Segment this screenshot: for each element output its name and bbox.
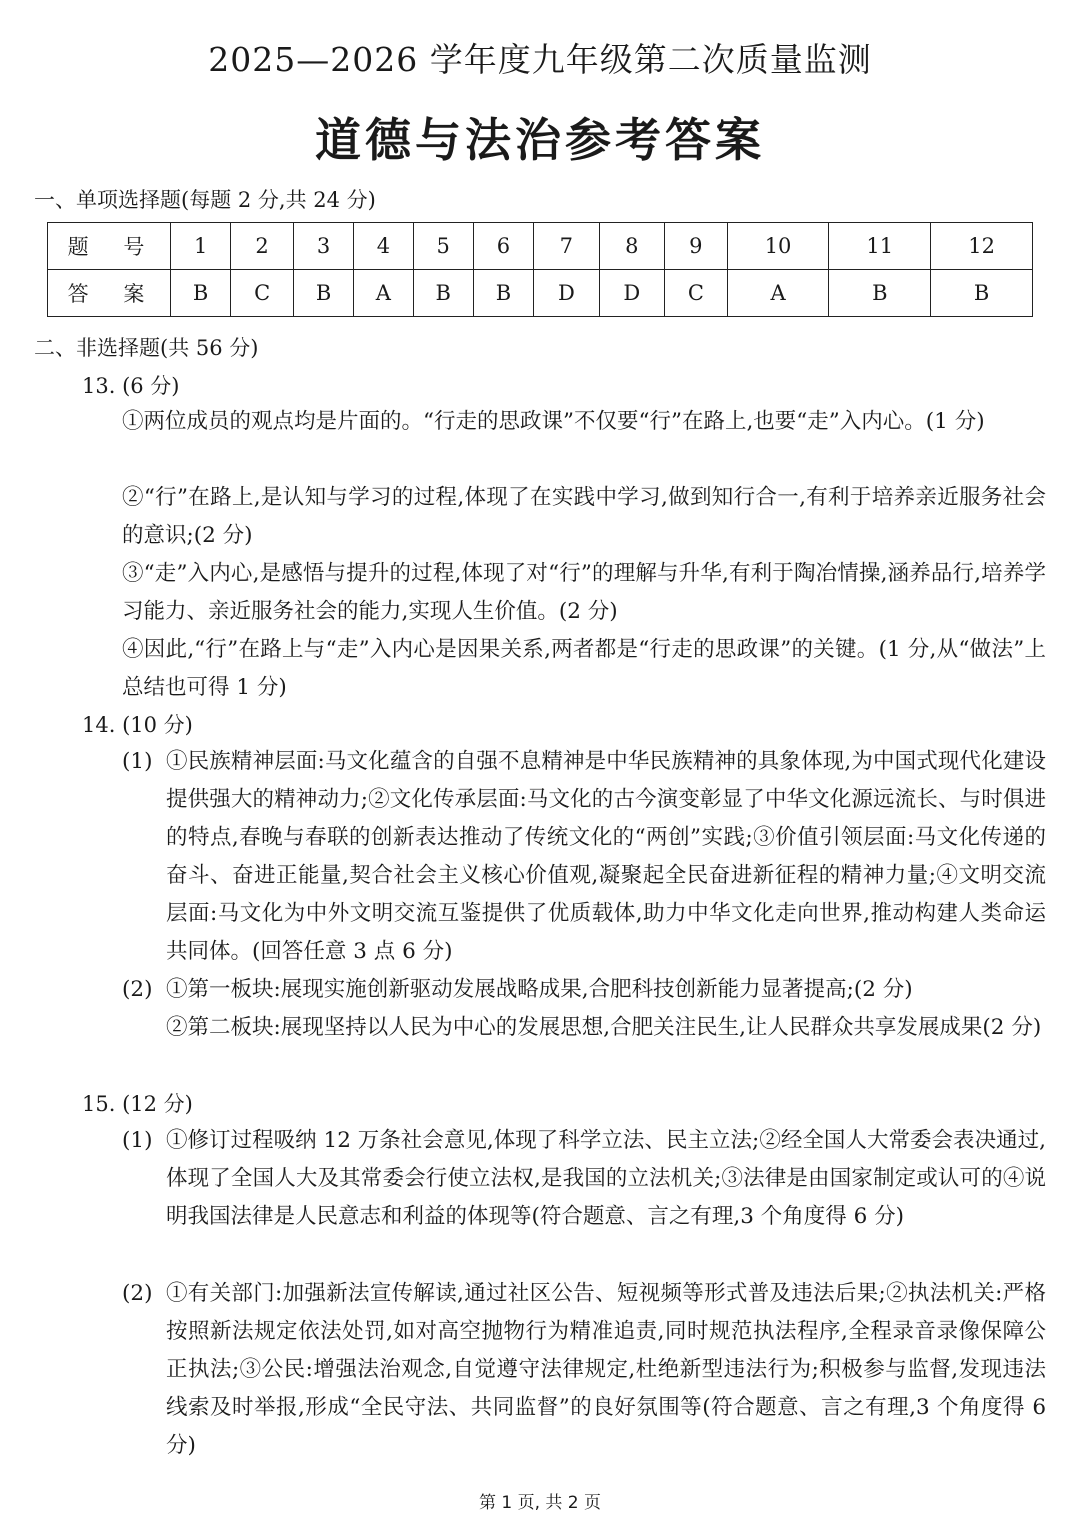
q14-label: 14. (10 分) [82, 713, 193, 737]
section1-heading: 一、单项选择题(每题 2 分,共 24 分) [34, 188, 376, 212]
q14-part2a-text: ①第一板块:展现实施创新驱动发展战略成果,合肥科技创新能力显著提高;(2 分) [166, 977, 913, 1002]
question-number-cell: 10 [727, 223, 829, 270]
q13-item-1-text: ①两位成员的观点均是片面的。“行走的思政课”不仅要“行”在路上,也要“走”入内心。(1 分) [122, 409, 985, 434]
q14-part2-prefix: (2) [122, 977, 153, 1002]
question-number-cell: 6 [473, 223, 533, 270]
answer-cell: D [534, 270, 599, 317]
q14-part2b-text: ②第二板块:展现坚持以人民为中心的发展思想,合肥关注民生,让人民群众共享发展成果(2 分) [166, 1015, 1042, 1040]
answer-cell: C [665, 270, 728, 317]
document-title: 道德与法治参考答案 [315, 113, 765, 167]
q13-item-4 [122, 631, 1046, 707]
q15-part2-prefix: (2) [122, 1281, 153, 1306]
question-number-row [48, 223, 1033, 270]
row-label-answer: 答 案 [48, 270, 171, 317]
question-number-cell: 2 [231, 223, 294, 270]
q13-item-2-text: ②“行”在路上,是认知与学习的过程,体现了在实践中学习,做到知行合一,有利于培养亲近服务社会的意识;(2 分) [122, 485, 1046, 548]
question-number-cell: 3 [293, 223, 353, 270]
q13-item-2 [122, 479, 1046, 555]
q14-part1-text: ①民族精神层面:马文化蕴含的自强不息精神是中华民族精神的具象体现,为中国式现代化建设提供强大的精神动力;②文化传承层面:马文化的古今演变彰显了中华文化源远流长、与时俱进的特点,春晚与春联的创新表达推动了传统文化的“两创”实践;③价值引领层面:马文化传递的奋斗、奋进正能量,契合社会主义核心价值观,凝聚起全民奋进新征程的精神力量;④文明交流层面:马文化为中外文明交流互鉴提供了优质载体,助力中华文化走向世界,推动构建人类命运共同体。(回答任意 3 点 6 分) [166, 749, 1046, 964]
q14-part1-prefix: (1) [122, 749, 153, 774]
q13-item-4-text: ④因此,“行”在路上与“走”入内心是因果关系,两者都是“行走的思政课”的关键。(1 分,从“做法”上总结也可得 1 分) [122, 637, 1046, 700]
q13-item-3-text: ③“走”入内心,是感悟与提升的过程,体现了对“行”的理解与升华,有利于陶冶情操,涵养品行,培养学习能力、亲近服务社会的能力,实现人生价值。(2 分) [122, 561, 1046, 624]
q13-label: 13. (6 分) [82, 374, 180, 398]
answer-cell: C [231, 270, 294, 317]
answer-cell: D [599, 270, 664, 317]
q13-item-1 [122, 403, 1046, 441]
section2-heading: 二、非选择题(共 56 分) [34, 336, 259, 360]
question-number-cell: 4 [354, 223, 413, 270]
question-number-cell: 8 [599, 223, 664, 270]
answer-cell: A [354, 270, 413, 317]
answer-cell: A [727, 270, 829, 317]
answer-cell: B [293, 270, 353, 317]
question-number-cell: 12 [931, 223, 1033, 270]
answer-table [47, 222, 1033, 317]
exam-title: 2025—2026 学年度九年级第二次质量监测 [208, 40, 872, 79]
q15-part1-prefix: (1) [122, 1128, 153, 1153]
question-number-cell: 5 [413, 223, 473, 270]
q13-item-3 [122, 555, 1046, 631]
answer-cell: B [413, 270, 473, 317]
answer-cell: B [829, 270, 931, 317]
q15-part1-text: ①修订过程吸纳 12 万条社会意见,体现了科学立法、民主立法;②经全国人大常委会表决通过,体现了全国人大及其常委会行使立法权,是我国的立法机关;③法律是由国家制定或认可的④说明我国法律是人民意志和利益的体现等(符合题意、言之有理,3 个角度得 6 分) [166, 1128, 1046, 1229]
answer-cell: B [473, 270, 533, 317]
row-label-number: 题 号 [48, 223, 171, 270]
question-number-cell: 7 [534, 223, 599, 270]
question-number-cell: 1 [171, 223, 231, 270]
question-number-cell: 11 [829, 223, 931, 270]
q15-part2-text: ①有关部门:加强新法宣传解读,通过社区公告、短视频等形式普及违法后果;②执法机关:严格按照新法规定依法处罚,如对高空抛物行为精准追责,同时规范执法程序,全程录音录像保障公正执法;③公民:增强法治观念,自觉遵守法律规定,杜绝新型违法行为;积极参与监督,发现违法线索及时举报,形成“全民守法、共同监督”的良好氛围等(符合题意、言之有理,3 个角度得 6 分) [166, 1281, 1046, 1458]
answer-cell: B [171, 270, 231, 317]
q15-label: 15. (12 分) [82, 1092, 193, 1116]
question-number-cell: 9 [665, 223, 728, 270]
answer-cell: B [931, 270, 1033, 317]
page-footer: 第 1 页, 共 2 页 [478, 1493, 602, 1513]
answer-row [48, 270, 1033, 317]
